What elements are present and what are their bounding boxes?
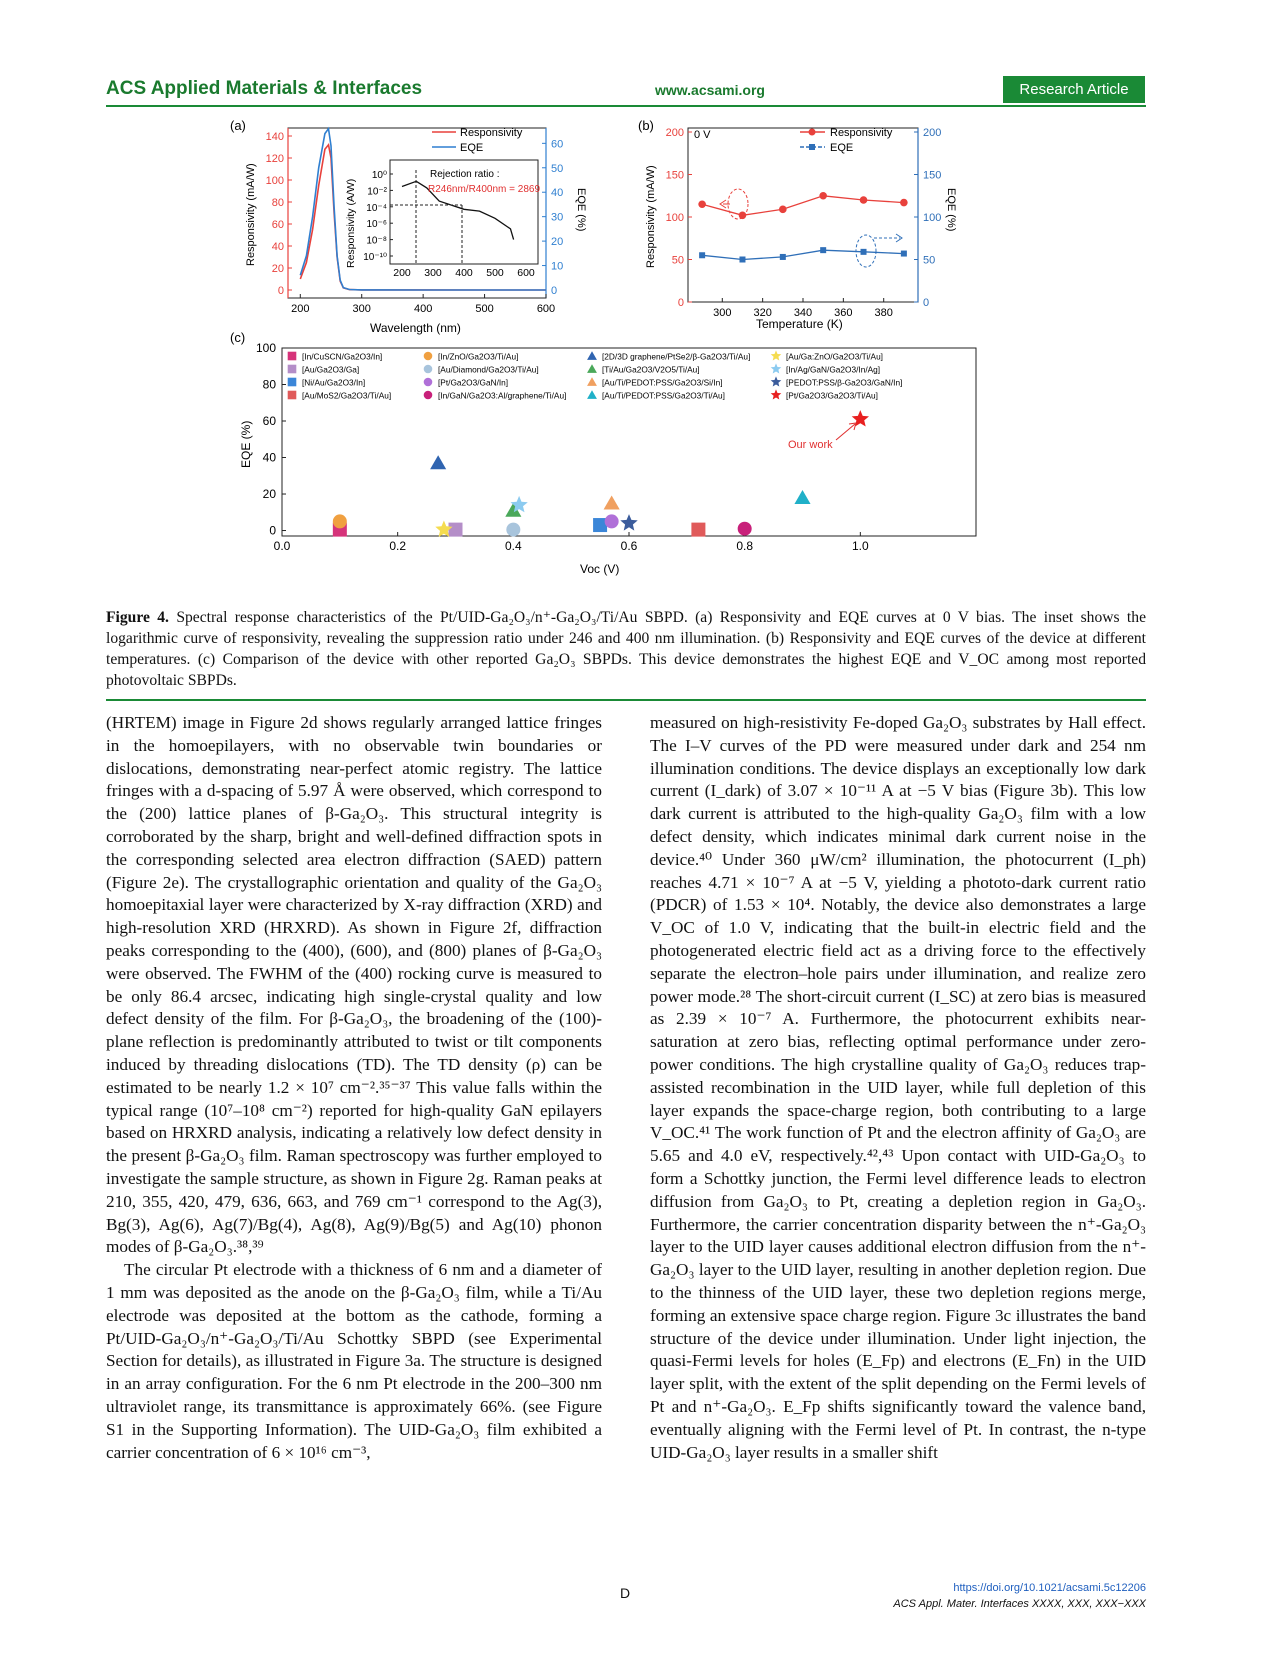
panel-c-points [333,410,869,537]
panel-c-frame [282,348,976,536]
left-tick-label: 20 [271,263,284,275]
left-paragraph-2: The circular Pt electrode with a thickness of 6 nm and a diameter of 1 mm was deposited as the anode on the β-Ga₂O₃ film, while a Ti/Au electrode was deposited at the bottom as the cathode, forming a Pt/UID-Ga₂O₃/n⁺-Ga₂O₃/Ti/Au Schottky SBPD (see Experimental Section for details), as illustrated in Figure 3a. The structure is designed in an array configuration. For the 6 nm Pt electrode in the 200–300 nm ultraviolet range, its transmittance is approximately 66%. (see Figure S1 in the Supporting Information). The UID-Ga₂O₃ film exhibited a carrier concentration of 6 × 10¹⁶ cm⁻³, [106,1260,602,1462]
citation: ACS Appl. Mater. Interfaces XXXX, XXX, XXX−XXX [893,1598,1146,1610]
data-point [430,455,446,469]
bias-label: 0 V [694,129,711,141]
legend-entry-label: [Pt/Ga2O3/GaN/In] [438,377,509,388]
c-x-tick-label: 0.2 [389,539,407,553]
legend-entry-label: [Au/Diamond/Ga2O3/Ti/Au] [438,364,539,375]
left-tick-label: 0 [277,285,284,297]
panel-b [638,118,957,331]
b-x-tick-label: 300 [713,307,732,319]
panel-a-label: (a) [230,118,246,133]
legend-marker [288,378,297,387]
header-rule [106,105,1146,107]
inset-annotation-1: Rejection ratio : [430,169,500,180]
panel-a-ylabel-left: Responsivity (mA/W) [245,163,257,266]
c-y-tick-label: 60 [262,414,276,429]
caption-text: Spectral response characteristics of the Pt/UID-Ga₂O₃/n⁺-Ga₂O₃/Ti/Au SBPD. (a) Responsivity and EQE curves at 0 V bias. The inset shows the logarithmic curve of responsivity, revealing the suppression ratio under 246 and 400 nm illumination. (b) Responsivity and EQE curves of the device at different temperatures. (c) Comparison of the device with other reported Ga₂O₃ SBPDs. This device demonstrates the highest EQE and V_OC among most reported photovoltaic SBPDs. [106,609,1146,689]
legend-marker [288,352,297,361]
c-y-tick-label: 40 [262,450,276,465]
inset-x-tick-label: 400 [455,267,473,279]
inset-ylabel: Responsivity (A/W) [345,178,357,268]
c-x-tick-label: 0.0 [273,539,291,553]
article-type-badge: Research Article [1003,76,1145,103]
legend-entry-label: [In/Ag/GaN/Ga2O3/In/Ag] [786,364,881,375]
right-tick-label: 0 [551,285,558,297]
inset-y-tick-label: 10⁻⁴ [366,202,387,214]
b-eqe-point [901,251,907,257]
legend-marker [771,389,782,399]
c-y-tick-label: 20 [262,487,276,502]
c-y-tick-label: 80 [262,377,276,392]
b-left-tick-label: 200 [665,127,684,139]
x-tick-label: 600 [536,303,556,315]
b-right-tick-label: 50 [923,254,936,267]
panel-a-inset [345,160,540,279]
b-left-tick-label: 50 [671,254,684,267]
inset-x-tick-label: 200 [393,267,411,279]
right-tick-label: 30 [551,211,564,224]
legend-marker [424,378,433,387]
b-eqe-point [699,252,705,258]
legend-b-responsivity: Responsivity [830,127,893,139]
b-eqe-point [820,247,826,253]
legend-entry-label: [Au/MoS2/Ga2O3/Ti/Au] [302,390,392,401]
legend-entry-label: [Au/Ti/PEDOT:PSS/Ga2O3/Si/In] [602,377,723,388]
b-responsivity-point [779,206,787,214]
inset-annotation-2: R246nm/R400nm = 2869 [428,184,541,195]
panel-c-label: (c) [230,330,246,345]
b-right-tick-label: 100 [923,212,942,224]
inset-y-tick-label: 10⁻⁸ [366,235,387,247]
right-tick-label: 40 [551,187,564,200]
panel-a-ylabel-right: EQE (%) [575,188,587,232]
legend-entry-label: [In/CuSCN/Ga2O3/In] [302,351,383,362]
legend-marker [771,363,782,373]
right-paragraph-1: measured on high-resistivity Fe-doped Ga₂O₃ substrates by Hall effect. The I–V curves of the PD were measured under dark and 254 nm illumination conditions. The device displays an exceptionally low dark current (I_dark) of 3.07 × 10⁻¹¹ A at −5 V bias (Figure 3b). This low dark current is attributed to the high-quality Ga₂O₃ film with a low defect density, which indicates minimal dark current noise in the device.⁴⁰ Under 360 μW/cm² illumination, the photocurrent (I_ph) reaches 4.71 × 10⁻⁷ A at −5 V, yielding a phototo-dark current ratio (PDCR) of 1.53 × 10⁴. Notably, the device also demonstrates a large V_OC of 1.0 V, indicating that the built-in electric field and the photogenerated electric field act as a driving force to the effectively separate the electron–hole pairs under illumination, and realize zero power mode.²⁸ The short-circuit current (I_SC) at zero bias is measured as 2.39 × 10⁻⁷ A. Furthermore, the photocurrent exhibits near-saturation at zero bias, reflecting optimal performance under zero-power conditions. The high crystalline quality of Ga₂O₃ reduces trap-assisted recombination in the UID layer, while full depletion of this layer expands the space-charge region, both contributing to a large V_OC.⁴¹ The work function of Pt and the electron affinity of Ga₂O₃ are 5.65 and 4.0 eV, respectively.⁴²,⁴³ Upon contact with UID-Ga₂O₃ to form a Schottky junction, the Fermi level difference leads to electron diffusion from Ga₂O₃ to Pt, creating a depletion region in Ga₂O₃. Furthermore, the carrier concentration disparity between the n⁺-Ga₂O₃ layer to the UID layer causes additional electron diffusion from the n⁺-Ga₂O₃ layer to the UID layer, resulting in another depletion region. Due to the thinness of the UID layer, these two depletion regions merge, forming an extensive space charge region. Figure 3c illustrates the band structure of the device under illumination. Under light injection, the quasi-Fermi levels for holes (E_Fp) and electrons (E_Fn) in the UID layer split, with the extent of the split depending on the Fermi levels of Pt and n⁺-Ga₂O₃. E_Fp shifts significantly toward the valence band, eventually aligning with the Fermi level of Pt. In contrast, the n-type UID-Ga₂O₃ layer results in a smaller shift [650,713,1146,1462]
panel-a-xlabel: Wavelength (nm) [370,321,461,335]
panel-b-label: (b) [638,118,654,133]
legend-entry-label: [In/GaN/Ga2O3:Al/graphene/Ti/Au] [438,390,567,401]
c-x-tick-label: 0.6 [620,539,638,553]
x-tick-label: 400 [413,303,433,315]
b-left-tick-label: 0 [677,297,684,309]
panel-a-right-ticks [542,138,563,297]
left-tick-label: 100 [265,175,284,187]
panel-a-x-ticks [291,294,555,315]
left-tick-label: 140 [265,131,284,143]
legend-entry-label: [Ti/Au/Ga2O3/V2O5/Ti/Au] [602,364,700,375]
panel-b-ylabel-right: EQE (%) [945,188,957,232]
right-tick-label: 20 [551,236,564,249]
b-responsivity-point [900,199,908,207]
b-responsivity-point [860,196,868,204]
inset-x-tick-label: 600 [517,267,535,279]
inset-y-tick-label: 10⁰ [371,170,387,181]
data-point [691,523,705,537]
b-right-tick-label: 150 [923,169,942,182]
legend-entry-label: [PEDOT:PSS/β-Ga2O3/GaN/In] [786,377,903,388]
figure-4 [230,118,990,598]
b-eqe-point [780,254,786,260]
our-work-label: Our work [788,439,833,451]
panel-c-ylabel: EQE (%) [239,420,253,468]
right-column [650,712,1146,1464]
left-tick-label: 60 [271,219,284,231]
left-tick-label: 120 [265,153,284,165]
legend-marker [424,365,433,374]
inset-y-ticks [363,170,393,263]
legend-entry-label: [In/ZnO/Ga2O3/Ti/Au] [438,351,519,362]
panel-b-ylabel-left: Responsivity (mA/W) [645,165,657,268]
panel-a [230,118,587,335]
inset-y-tick-label: 10⁻² [367,186,387,198]
b-eqe-line [702,250,904,259]
data-point [449,523,463,537]
caption-rule [106,699,1146,701]
data-point [333,514,347,528]
b-right-tick-label: 0 [923,297,930,309]
b-responsivity-point [698,200,706,208]
panel-b-x-ticks [713,298,893,319]
panel-c-xlabel: Voc (V) [580,562,620,576]
inset-y-tick-label: 10⁻¹⁰ [363,252,387,263]
b-right-tick-label: 200 [923,127,942,139]
panel-c-x-ticks [274,532,869,553]
panel-b-frame [688,128,918,302]
b-responsivity-point [819,192,827,200]
legend-entry-label: [Pt/Ga2O3/Ga2O3/Ti/Au] [786,390,878,401]
b-x-tick-label: 320 [753,307,772,319]
legend-eqe: EQE [460,142,484,154]
panel-c [230,330,976,576]
caption-label: Figure 4. [106,609,169,626]
legend-marker [587,364,597,373]
legend-marker [771,350,782,360]
legend-marker [424,391,433,400]
c-x-tick-label: 0.8 [736,539,754,553]
data-point [738,522,752,536]
data-point [506,523,520,537]
panel-c-legend [288,350,903,400]
panel-c-y-ticks [256,341,286,538]
inset-y-tick-label: 10⁻⁶ [366,219,387,231]
legend-entry-label: [Au/Ga2O3/Ga] [302,364,360,375]
panel-a-legend [432,127,523,154]
c-y-tick-label: 0 [269,523,276,538]
right-tick-label: 50 [551,162,564,175]
legend-entry-label: [Ni/Au/Ga2O3/In] [302,377,366,388]
left-paragraph-1: (HRTEM) image in Figure 2d shows regularly arranged lattice fringes in the homoepilayers, with no observable twin boundaries or dislocations, demonstrating near-perfect atomic registry. The lattice fringes with a d-spacing of 5.97 Å were observed, which correspond to the (200) lattice planes of β-Ga₂O₃. This structural integrity is corroborated by the sharp, bright and well-defined diffraction spots in the corresponding selected area electron diffraction (SAED) pattern (Figure 2e). The crystallographic orientation and quality of the Ga₂O₃ homoepitaxial layer were characterized by X-ray diffraction (XRD) and high-resolution XRD (HRXRD). As shown in Figure 2f, diffraction peaks corresponding to the (400), (600), and (800) planes of β-Ga₂O₃ were observed. The FWHM of the (400) rocking curve is measured to be only 86.4 arcsec, indicating high single-crystal quality and low defect density of the film. For β-Ga₂O₃, the broadening of the (100)-plane reflection is predominantly attributed to twist or tilt components induced by threading dislocations (TD). The TD density (ρ) can be estimated to be nearly 1.2 × 10⁷ cm⁻².³⁵⁻³⁷ This value falls within the typical range (10⁷–10⁸ cm⁻²) reported for high-quality GaN epilayers based on HRXRD analysis, indicating a relatively low defect density in the present β-Ga₂O₃ film. Raman spectroscopy was further employed to investigate the sample structure, as shown in Figure 2g. Raman peaks at 210, 355, 420, 479, 636, 663, and 769 cm⁻¹ correspond to the Ag(3), Bg(3), Ag(6), Ag(7)/Bg(4), Ag(8), Ag(9)/Bg(5) and Ag(10) phonon modes of β-Ga₂O₃.³⁸,³⁹ [106,713,602,1257]
left-tick-label: 80 [271,197,284,209]
left-column [106,712,602,1464]
panel-b-xlabel: Temperature (K) [756,317,843,331]
left-tick-label: 40 [271,241,284,253]
journal-title: ACS Applied Materials & Interfaces [106,78,423,99]
right-tick-label: 60 [551,138,564,151]
b-x-tick-label: 380 [874,307,893,319]
b-eqe-point [861,249,867,255]
inset-x-tick-label: 500 [486,267,504,279]
c-x-tick-label: 1.0 [851,539,869,553]
legend-marker [587,377,597,386]
legend-marker [587,351,597,360]
b-x-tick-label: 340 [793,307,813,319]
c-x-tick-label: 0.4 [504,539,522,553]
b-left-tick-label: 100 [665,212,684,224]
inset-x-tick-label: 300 [424,267,442,279]
b-eqe-point [739,257,745,263]
x-tick-label: 300 [352,303,371,315]
b-x-tick-label: 360 [834,307,853,319]
legend-marker [771,376,782,386]
legend-marker [288,365,297,374]
legend-marker [424,352,433,361]
x-tick-label: 500 [475,303,494,315]
legend-responsivity: Responsivity [460,127,523,139]
b-responsivity-line [702,196,904,216]
legend-entry-label: [2D/3D graphene/PtSe2/β-Ga2O3/Ti/Au] [602,351,751,362]
legend-marker [587,390,597,399]
journal-url[interactable]: www.acsami.org [655,82,765,98]
panel-b-legend [800,127,893,154]
figure-caption [106,607,1146,691]
legend-marker [288,391,297,400]
data-point [605,514,619,528]
page-number: D [620,1585,631,1601]
legend-entry-label: [Au/Ti/PEDOT:PSS/Ga2O3/Ti/Au] [602,390,725,401]
inset-x-ticks [393,267,535,279]
right-tick-label: 10 [551,260,564,273]
c-y-tick-label: 100 [255,341,276,355]
legend-b-eqe: EQE [830,142,854,154]
b-left-tick-label: 150 [665,169,684,182]
doi-link[interactable]: https://doi.org/10.1021/acsami.5c12206 [953,1582,1146,1594]
x-tick-label: 200 [291,303,310,315]
legend-entry-label: [Au/Ga:ZnO/Ga2O3/Ti/Au] [786,351,883,362]
data-point [604,495,620,509]
data-point [620,514,637,531]
data-point [794,490,810,504]
